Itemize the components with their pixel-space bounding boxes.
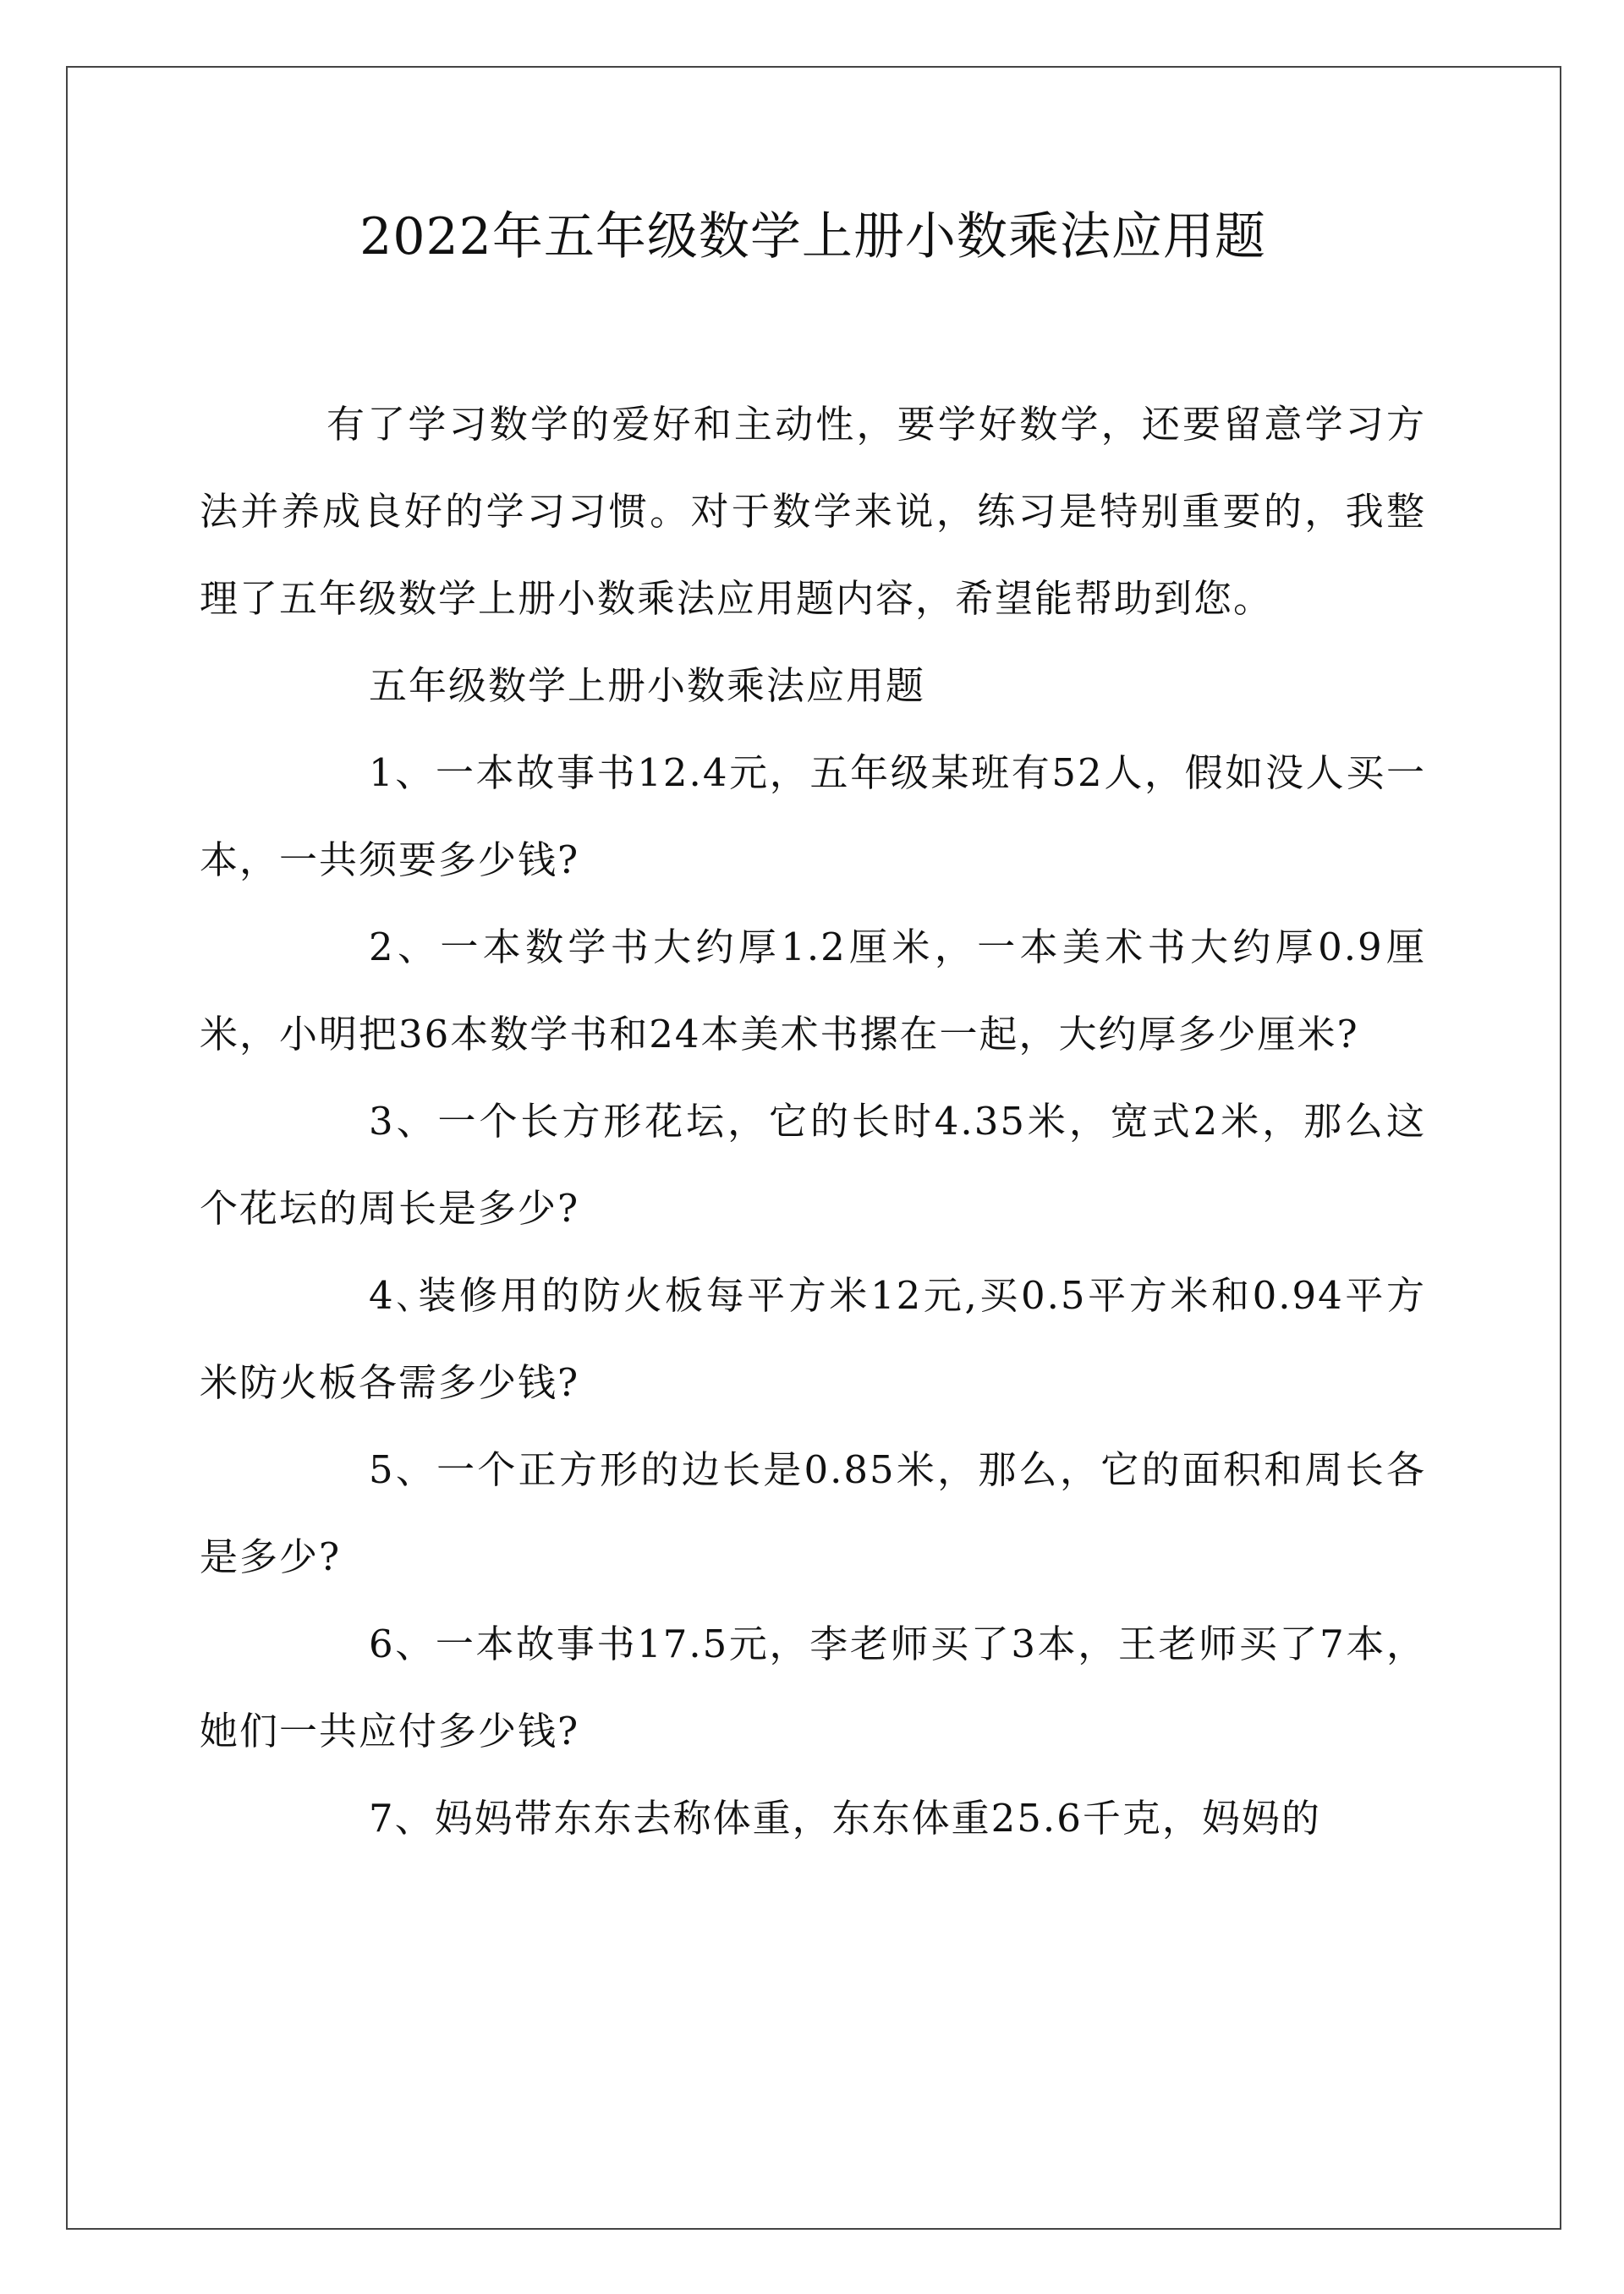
- document-text: [200, 381, 1426, 1862]
- section-heading: 五年级数学上册小数乘法应用题: [369, 663, 926, 708]
- question-3: 3、一个长方形花坛，它的长时4.35米，宽式2米，那么这个花坛的周长是多少?: [200, 1099, 1426, 1231]
- question-2: 2、一本数学书大约厚1.2厘米，一本美术书大约厚0.9厘米，小明把36本数学书和24本美术书摞在一起，大约厚多少厘米?: [200, 925, 1426, 1056]
- document-title: 2022年五年级数学上册小数乘法应用题: [359, 207, 1266, 266]
- question-6: 6、一本故事书17.5元，李老师买了3本，王老师买了7本，她们一共应付多少钱?: [200, 1622, 1426, 1753]
- question-7: 7、妈妈带东东去称体重，东东体重25.6千克，妈妈的: [369, 1796, 1321, 1841]
- intro-paragraph: 有了学习数学的爱好和主动性，要学好数学，还要留意学习方法并养成良好的学习习惯。对于数学来说，练习是特别重要的，我整理了五年级数学上册小数乘法应用题内容，希望能帮助到您。: [200, 402, 1426, 621]
- document-body: [200, 195, 1426, 1862]
- question-4: 4､装修用的防火板每平方米12元,买0.5平方米和0.94平方米防火板各需多少钱?: [200, 1273, 1426, 1405]
- question-1: 1、一本故事书12.4元，五年级某班有52人，假如没人买一本，一共须要多少钱?: [200, 750, 1426, 882]
- question-5: 5、一个正方形的边长是0.85米，那么，它的面积和周长各是多少?: [200, 1447, 1426, 1579]
